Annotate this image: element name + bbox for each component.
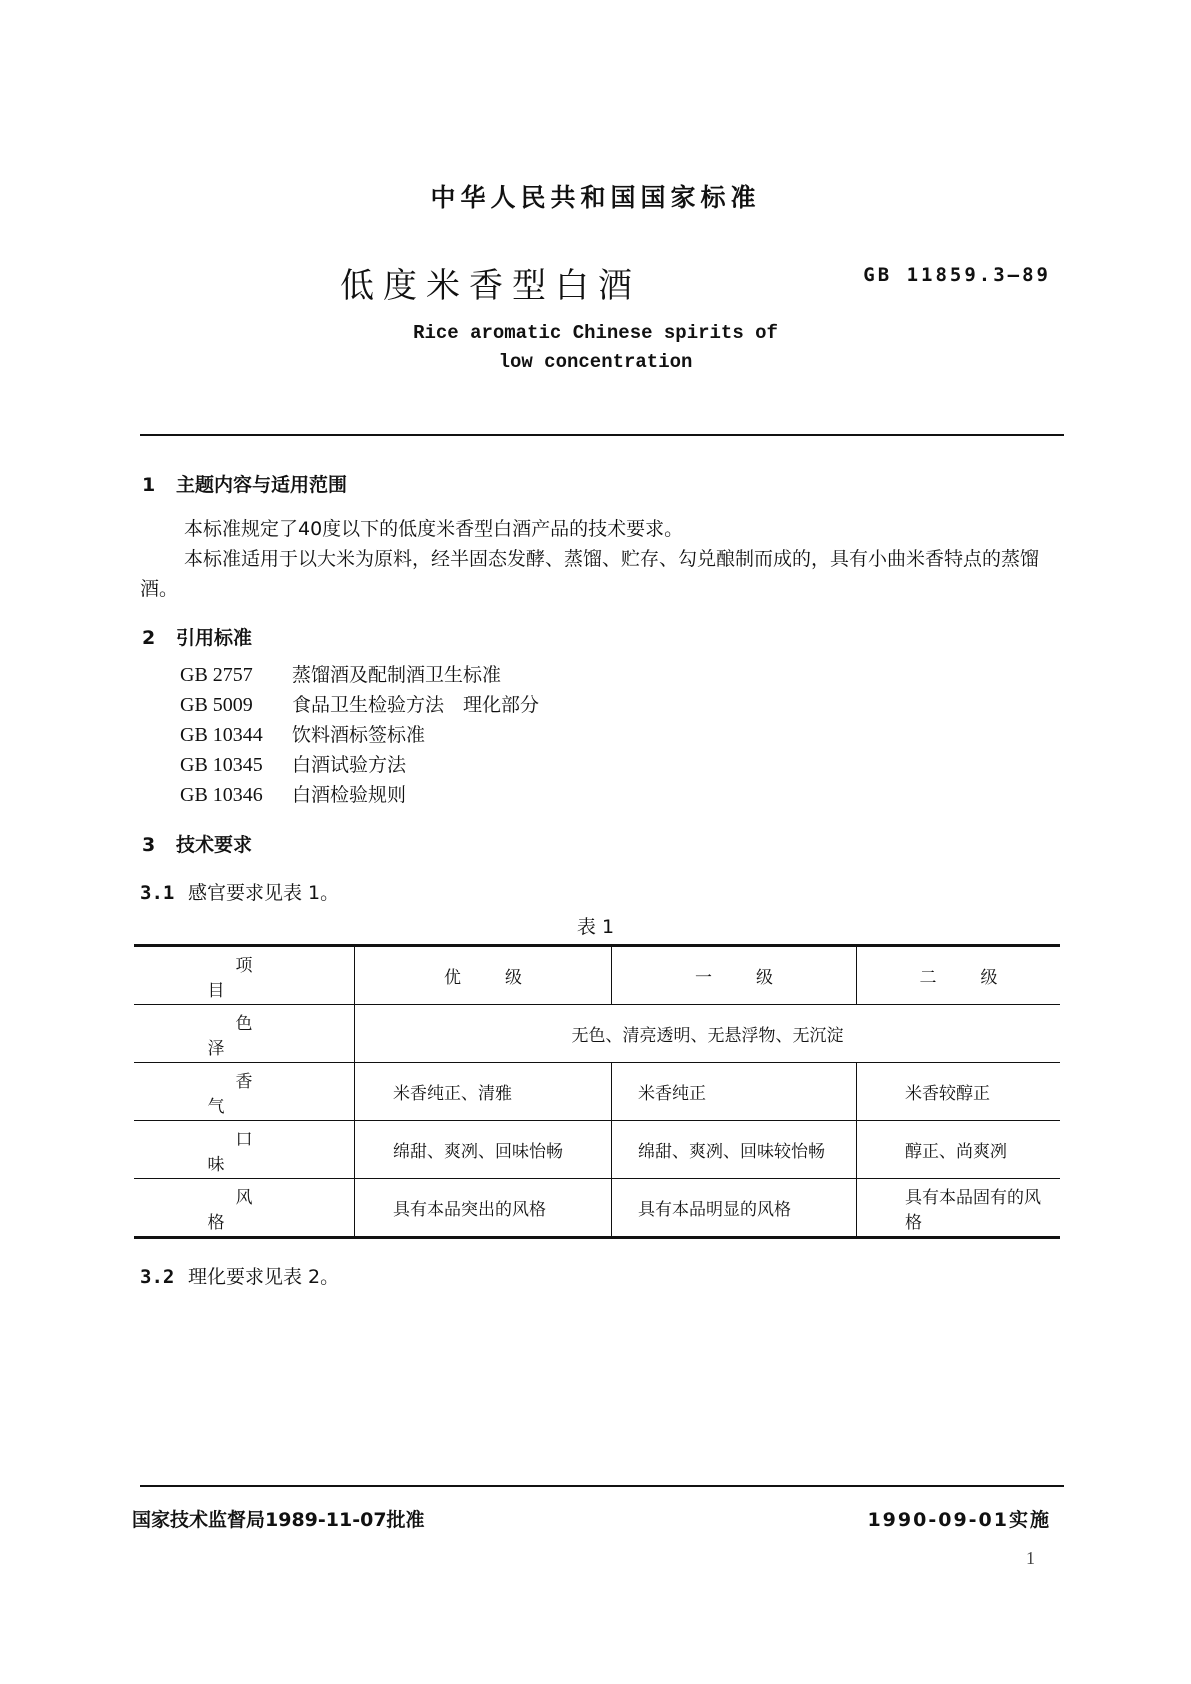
table-cell: 米香较醇正 xyxy=(857,1063,1061,1121)
national-standard-label: 中华人民共和国国家标准 xyxy=(430,183,761,212)
section-1-heading xyxy=(142,470,347,497)
document-title: 低度米香型白酒 xyxy=(340,266,641,306)
table-cell: 具有本品明显的风格 xyxy=(612,1179,857,1238)
section-2-heading xyxy=(142,623,252,650)
table-cell: 绵甜、爽冽、回味怡畅 xyxy=(355,1121,612,1179)
reference-item xyxy=(180,780,539,810)
row-label-taste: 口味 xyxy=(134,1121,355,1179)
reference-list xyxy=(180,660,539,810)
header-cell-grade-second: 二级 xyxy=(857,946,1061,1005)
table-cell: 具有本品固有的风格 xyxy=(857,1179,1061,1238)
subsection-3-2-number: 3.2 xyxy=(140,1266,175,1288)
section-3-heading xyxy=(142,830,252,857)
footer-divider xyxy=(140,1485,1064,1487)
subsection-3-2-text: 理化要求见表 2。 xyxy=(188,1266,340,1288)
subsection-3-2 xyxy=(140,1262,339,1289)
reference-code: GB 5009 xyxy=(180,694,253,716)
reference-code: GB 2757 xyxy=(180,664,253,686)
table-1 xyxy=(134,944,1060,1239)
approval-date: 国家技术监督局1989-11-07批准 xyxy=(132,1509,425,1531)
header-cell-item: 项目 xyxy=(134,946,355,1005)
reference-title: 白酒试验方法 xyxy=(292,754,407,776)
table-cell: 醇正、尚爽冽 xyxy=(857,1121,1061,1179)
subsection-3-1-text: 感官要求见表 1。 xyxy=(188,882,340,904)
row-label-style: 风格 xyxy=(134,1179,355,1238)
reference-code: GB 10346 xyxy=(180,784,263,806)
page-number: 1 xyxy=(1026,1548,1035,1568)
table-cell: 绵甜、爽冽、回味较怡畅 xyxy=(612,1121,857,1179)
table-cell: 米香纯正、清雅 xyxy=(355,1063,612,1121)
table-row xyxy=(134,1179,1060,1238)
english-title-line2: low concentration xyxy=(498,351,693,373)
header-divider xyxy=(140,434,1064,436)
reference-title: 饮料酒标签标准 xyxy=(292,724,426,746)
reference-title: 食品卫生检验方法 理化部分 xyxy=(292,694,540,716)
reference-code: GB 10344 xyxy=(180,724,263,746)
reference-item xyxy=(180,720,539,750)
subsection-3-1 xyxy=(140,878,339,905)
reference-title: 白酒检验规则 xyxy=(292,784,407,806)
reference-code: GB 10345 xyxy=(180,754,263,776)
subsection-3-1-number: 3.1 xyxy=(140,882,175,904)
reference-item xyxy=(180,750,539,780)
table-cell: 米香纯正 xyxy=(612,1063,857,1121)
section-1-number: 1 xyxy=(142,474,156,496)
color-requirement-cell: 无色、清亮透明、无悬浮物、无沉淀 xyxy=(355,1005,1061,1063)
reference-item xyxy=(180,660,539,690)
header-cell-grade-first: 一级 xyxy=(612,946,857,1005)
header-cell-grade-premium: 优级 xyxy=(355,946,612,1005)
row-label-color: 色泽 xyxy=(134,1005,355,1063)
implementation-date: 1990-09-01实施 xyxy=(867,1509,1051,1531)
section-2-number: 2 xyxy=(142,627,156,649)
table-row xyxy=(134,1005,1060,1063)
section-3-number: 3 xyxy=(142,834,156,856)
reference-title: 蒸馏酒及配制酒卫生标准 xyxy=(292,664,502,686)
section-2-title: 引用标准 xyxy=(176,627,253,649)
section-1-paragraph-2: 本标准适用于以大米为原料，经半固态发酵、蒸馏、贮存、勾兑酿制而成的，具有小曲米香特点的蒸馏酒。 xyxy=(140,548,1040,600)
table-header-row xyxy=(134,946,1060,1005)
section-3-title: 技术要求 xyxy=(176,834,253,856)
table-row xyxy=(134,1063,1060,1121)
row-label-aroma: 香气 xyxy=(134,1063,355,1121)
table-row xyxy=(134,1121,1060,1179)
english-title-line1: Rice aromatic Chinese spirits of xyxy=(413,322,778,344)
section-1-paragraph-1: 本标准规定了40度以下的低度米香型白酒产品的技术要求。 xyxy=(184,518,684,540)
table-1-caption: 表 1 xyxy=(576,916,615,938)
section-1-title: 主题内容与适用范围 xyxy=(176,474,348,496)
table-cell: 具有本品突出的风格 xyxy=(355,1179,612,1238)
standard-code: GB 11859.3—89 xyxy=(863,264,1051,286)
reference-item xyxy=(180,690,539,720)
